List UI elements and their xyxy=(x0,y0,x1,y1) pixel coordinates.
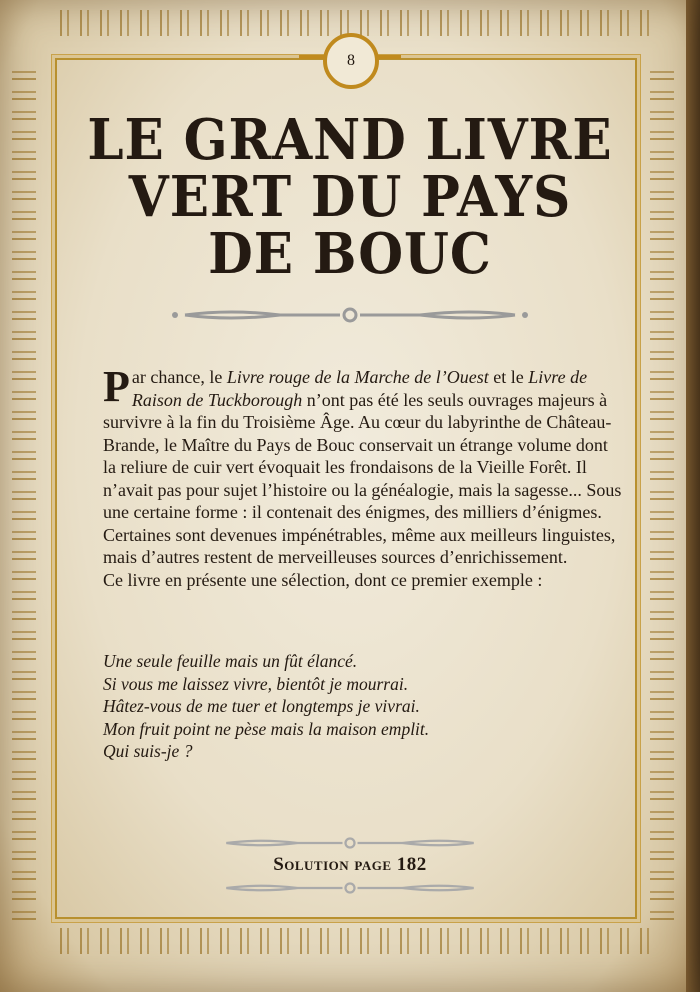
riddle-line: Mon fruit point ne pèse mais la maison emplit. xyxy=(103,718,430,739)
ornament-divider-lower xyxy=(215,880,485,896)
title-line: DE BOUC xyxy=(208,221,492,287)
riddle-line: Si vous me laissez vivre, bientôt je mourrai. xyxy=(103,673,409,694)
page-number-bar-left xyxy=(299,55,325,59)
solution-reference: Solution page 182 xyxy=(273,854,427,875)
text: et le xyxy=(488,367,529,387)
riddle-line: Une seule feuille mais un fût élancé. xyxy=(103,651,358,671)
page-number: 8 xyxy=(347,52,355,69)
rune-border-left xyxy=(12,60,36,920)
ornament-divider-top xyxy=(170,307,530,323)
text: ar chance, le xyxy=(131,367,227,387)
riddle-line: Hâtez-vous de me tuer et longtemps je vivrai. xyxy=(103,696,420,716)
intro-closing: Ce livre en présente une sélection, dont ce premier exemple : xyxy=(103,569,543,590)
title-line: LE GRAND LIVRE xyxy=(87,107,613,173)
rune-border-bottom xyxy=(60,928,650,954)
book-edge xyxy=(686,0,700,992)
text: n’ont pas été les seuls ouvrages majeurs à survivre à la fin du Troisième Âge. Au cœur du labyrinthe de Château-Brande, le Maître du Pays de Bouc conservait un étrange volume dont la reliure de cuir vert évoquait les frondaisons de la Vieille Forêt. Il n’avait pas pour sujet l’histoire ou la généalogie, mais la sagesse... Sous une certaine forme : il contenait des énigmes, des milliers d’énigmes. Certaines sont devenues impénétrables, même aux meilleurs linguistes, mais d’autres restent de merveilleuses sources d’enrichissement. xyxy=(103,389,622,567)
page-title xyxy=(60,107,640,287)
book-title: Livre rouge de la Marche de l’Ouest xyxy=(226,367,489,387)
ornament-divider-upper xyxy=(215,835,485,851)
riddle-line: Qui suis-je ? xyxy=(103,741,193,761)
rune-border-top xyxy=(60,10,650,36)
riddle xyxy=(103,650,429,763)
book-title: Livre de Raison de Tuckborough xyxy=(131,367,588,410)
intro-text xyxy=(103,362,623,591)
drop-cap: P xyxy=(103,362,130,411)
page-number-badge xyxy=(323,33,379,89)
rune-border-right xyxy=(650,60,674,920)
title-line: VERT DU PAYS xyxy=(128,164,572,230)
